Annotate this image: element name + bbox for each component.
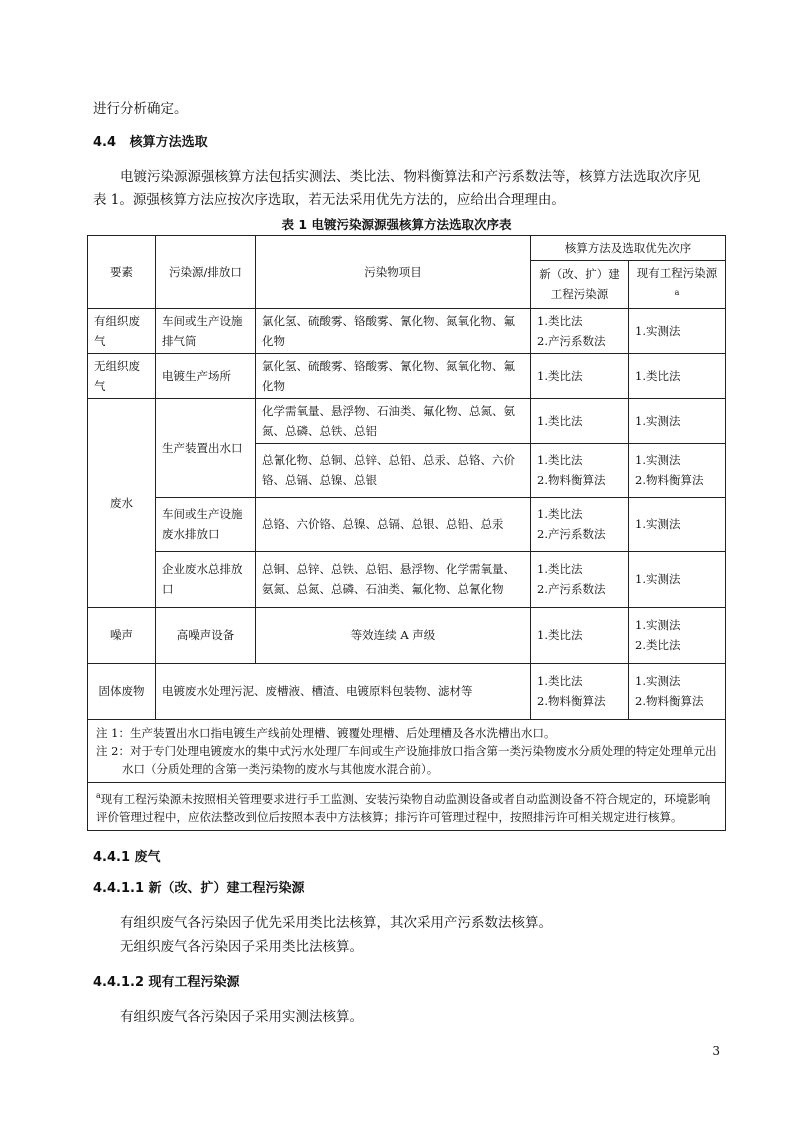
cell-pollutants: 总铬、六价铬、总镍、总镉、总银、总铅、总汞 [256, 497, 531, 551]
paragraph-line-1: 电镀污染源源强核算方法包括实测法、类比法、物料衡算法和产污系数法等，核算方法选取次序见 [120, 169, 701, 185]
method-item: 1.类比法 [537, 453, 583, 468]
note-2: 注 2：对于专门处理电镀废水的集中式污水处理厂车间或生产设施排放口指含第一类污染物废水分质处理的特定处理单元出水口（分质处理的含第一类污染物的废水与其他废水混合前）。 [96, 743, 717, 776]
method-item: 1.类比法 [537, 674, 583, 689]
header-method: 核算方法及选取优先次序 [531, 236, 726, 261]
method-item: 2.产污系数法 [537, 333, 606, 348]
cell-source: 高噪声设备 [156, 607, 256, 663]
header-existing-label: 现有工程污染源 [636, 266, 718, 280]
note-1: 注 1：生产装置出水口指电镀生产线前处理槽、镀覆处理槽、后处理槽及各水洗槽出水口。 [96, 725, 556, 740]
cell-new [531, 353, 629, 398]
method-item: 1.类比法 [537, 313, 583, 328]
table-footnote-row [88, 782, 726, 830]
cell-new [531, 551, 629, 607]
method-item: 2.物料衡算法 [537, 694, 606, 709]
table-row [88, 398, 726, 443]
cell-existing [629, 353, 726, 398]
method-item: 1.类比法 [537, 562, 583, 577]
section-heading-4-4-1: 4.4.1 废气 [93, 850, 161, 865]
cell-new [531, 308, 629, 353]
cell-element: 噪声 [88, 607, 156, 663]
method-item: 1.实测法 [635, 323, 681, 338]
cell-element: 废水 [88, 398, 156, 607]
cell-existing [629, 663, 726, 719]
method-item: 1.实测法 [635, 517, 681, 532]
cell-existing [629, 607, 726, 663]
header-existing [629, 261, 726, 309]
cell-element: 有组织废气 [88, 308, 156, 353]
cell-pollutants: 总铜、总锌、总铁、总铝、悬浮物、化学需氧量、氨氮、总氮、总磷、石油类、氟化物、总氰化物 [256, 551, 531, 607]
table-caption: 表 1 电镀污染源源强核算方法选取次序表 [281, 217, 512, 232]
method-item: 1.实测法 [635, 618, 681, 633]
cell-source: 车间或生产设施排气筒 [156, 308, 256, 353]
section-number: 4.4 [93, 135, 117, 150]
method-item: 1.实测法 [635, 413, 681, 428]
header-pollutant: 污染物项目 [256, 236, 531, 309]
method-item: 1.类比法 [635, 368, 681, 383]
section-heading-4-4 [93, 133, 208, 153]
header-new: 新（改、扩）建工程污染源 [531, 261, 629, 309]
method-item: 1.类比法 [537, 413, 583, 428]
cell-existing [629, 443, 726, 497]
cell-new [531, 663, 629, 719]
method-item: 2.物料衡算法 [635, 694, 704, 709]
cell-source: 电镀废水处理污泥、废槽液、槽渣、电镀原料包装物、滤材等 [156, 663, 531, 719]
cell-pollutants: 等效连续 A 声级 [256, 607, 531, 663]
cell-element: 无组织废气 [88, 353, 156, 398]
header-element: 要素 [88, 236, 156, 309]
method-item: 2.物料衡算法 [537, 473, 606, 488]
page-number: 3 [712, 1044, 720, 1058]
cell-existing [629, 308, 726, 353]
section-heading-4-4-1-1: 4.4.1.1 新（改、扩）建工程污染源 [93, 881, 305, 896]
cell-new [531, 398, 629, 443]
footnote-text: 现有工程污染源未按照相关管理要求进行手工监测、安装污染物自动监测设备或者自动监测设备不符合规定的，环境影响评价管理过程中，应依法整改到位后按照本表中方法核算；排污许可管理过程中，按照排污许可相关规定进行核算。 [96, 791, 711, 824]
table-row [88, 551, 726, 607]
table-row [88, 308, 726, 353]
method-item: 2.物料衡算法 [635, 473, 704, 488]
method-item: 1.实测法 [635, 453, 681, 468]
method-item: 1.实测法 [635, 674, 681, 689]
method-item: 2.产污系数法 [537, 527, 606, 542]
section-heading-4-4-1-2: 4.4.1.2 现有工程污染源 [93, 975, 240, 990]
cell-pollutants: 氯化氢、硫酸雾、铬酸雾、氰化物、氮氧化物、氟化物 [256, 308, 531, 353]
cell-existing [629, 551, 726, 607]
cell-pollutants: 总氰化物、总铜、总锌、总铅、总汞、总铬、六价铬、总镉、总镍、总银 [256, 443, 531, 497]
table-notes [88, 719, 726, 782]
table-footnote [88, 782, 726, 830]
cell-source: 车间或生产设施废水排放口 [156, 497, 256, 551]
table-notes-row [88, 719, 726, 782]
method-item: 2.类比法 [635, 638, 681, 653]
cell-source: 生产装置出水口 [156, 398, 256, 497]
method-item: 1.实测法 [635, 572, 681, 587]
method-item: 1.类比法 [537, 628, 583, 643]
method-item: 1.类比法 [537, 507, 583, 522]
table-row [88, 663, 726, 719]
paragraph-c: 有组织废气各污染因子采用实测法核算。 [120, 1009, 363, 1025]
footnote-mark: a [96, 790, 101, 800]
table-row [88, 353, 726, 398]
method-item: 2.产污系数法 [537, 582, 606, 597]
method-item: 1.类比法 [537, 368, 583, 383]
cell-element: 固体废物 [88, 663, 156, 719]
cell-source: 电镀生产场所 [156, 353, 256, 398]
cell-pollutants: 氯化氢、硫酸雾、铬酸雾、氰化物、氮氧化物、氟化物 [256, 353, 531, 398]
method-table [87, 235, 726, 831]
table-row [88, 607, 726, 663]
cell-new [531, 497, 629, 551]
cell-new [531, 443, 629, 497]
intro-line: 进行分析确定。 [93, 101, 188, 117]
cell-source: 企业废水总排放口 [156, 551, 256, 607]
cell-existing [629, 497, 726, 551]
table-row [88, 497, 726, 551]
section-title: 核算方法选取 [129, 135, 208, 150]
cell-existing [629, 398, 726, 443]
paragraph-line-2: 表 1。源强核算方法应按次序选取，若无法采用优先方法的，应给出合理理由。 [93, 192, 565, 208]
header-source: 污染源/排放口 [156, 236, 256, 309]
paragraph-a: 有组织废气各污染因子优先采用类比法核算，其次采用产污系数法核算。 [120, 915, 552, 931]
paragraph-b: 无组织废气各污染因子采用类比法核算。 [120, 939, 363, 955]
cell-pollutants: 化学需氧量、悬浮物、石油类、氟化物、总氮、氨氮、总磷、总铁、总铝 [256, 398, 531, 443]
header-existing-sup: a [674, 288, 680, 297]
cell-new [531, 607, 629, 663]
